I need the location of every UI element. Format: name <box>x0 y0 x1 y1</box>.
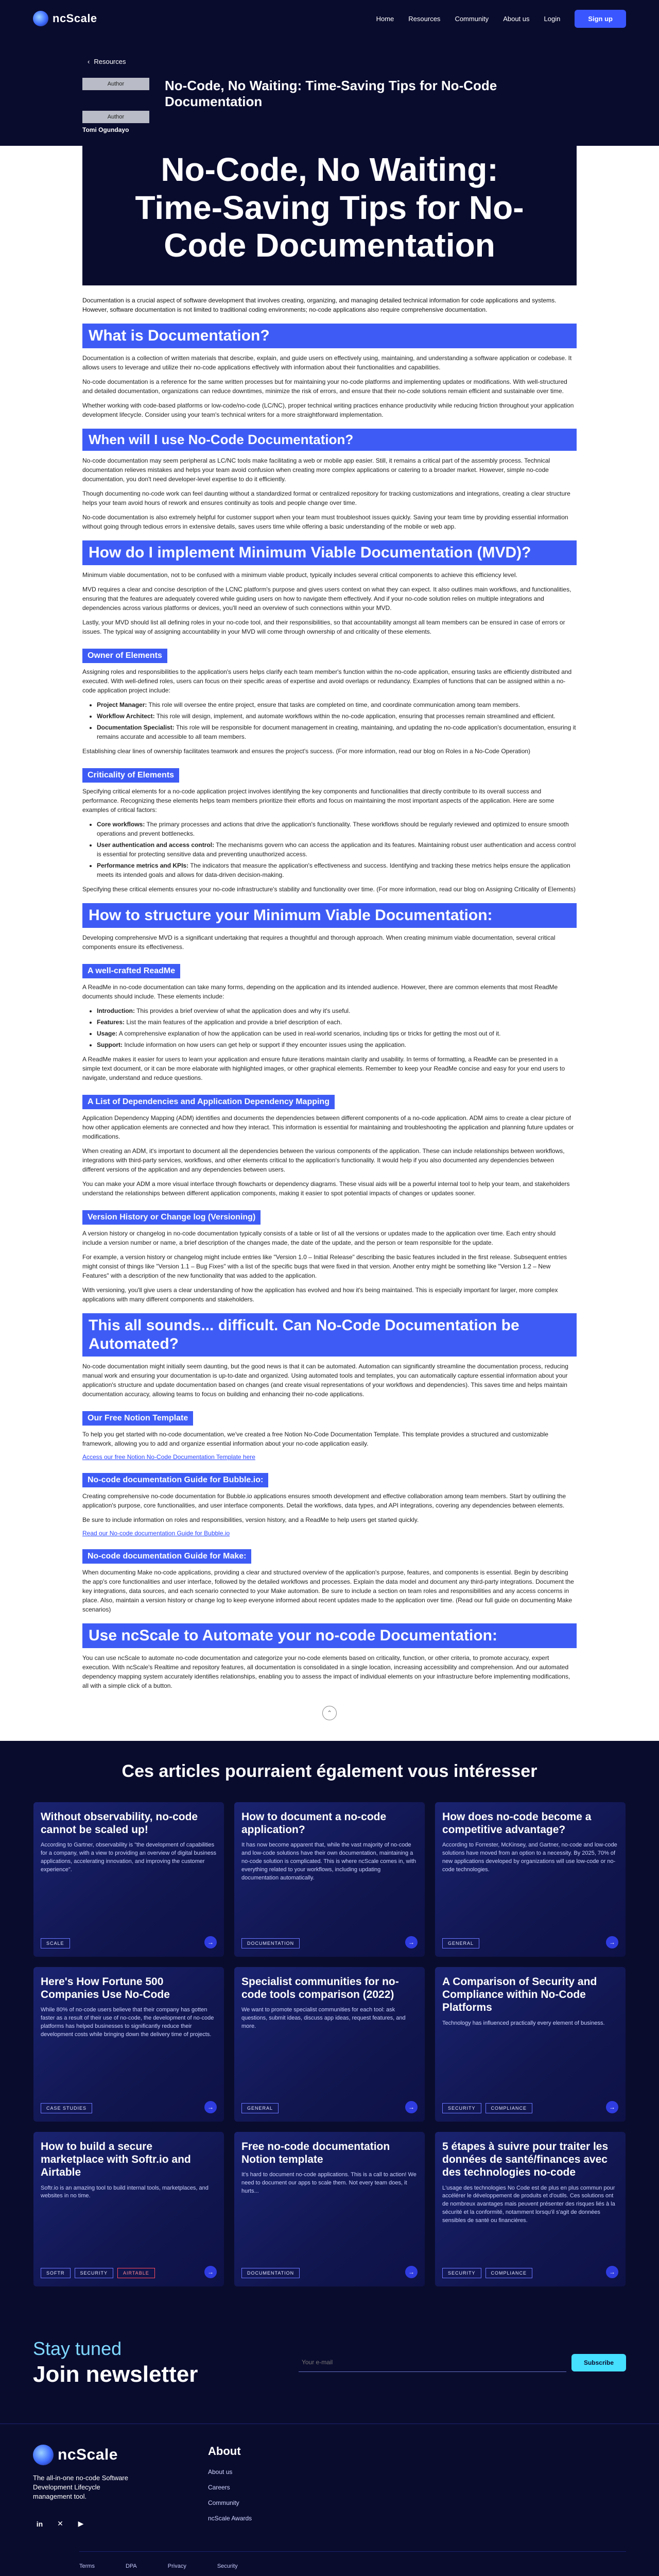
section-use-ncscale: Use ncScale to Automate your no-code Documentation: <box>82 1623 577 1648</box>
card-description: We want to promote specialist communities for each tool: ask questions, submit ideas, discuss app ideas, request features, and more. <box>241 2007 406 2030</box>
newsletter <box>0 2317 659 2424</box>
paragraph: Developing comprehensive MVD is a significant undertaking that requires a thoughtful and thorough approach. When creating minimum viable documentation, several critical components ensure its effectiveness. <box>82 934 556 951</box>
paragraph: Specifying critical elements for a no-code application project involves identifying the key components and functionalities that directly contribute to its overall success and performance. Recognizing these elements helps team members prioritize their efforts and focus on maintaining the most important aspects of the application. Here are some examples of critical factors: <box>82 787 554 814</box>
author-image-placeholder: Author <box>82 78 149 90</box>
back-link[interactable] <box>88 58 577 65</box>
paragraph: Creating comprehensive no-code documentation for Bubble.io applications ensures smooth development and effective collaboration among team members. Start by outlining the application's purpose, core functionalities, and user interface components. Detail the workflows, data types, and API integrations, covering any dependencies between elements. <box>82 1492 566 1509</box>
paragraph: Application Dependency Mapping (ADM) identifies and documents the dependencies between different components of a no-code application. ADM aims to create a clear picture of how other application elements are connected and how they interact. This information is essential for maintaining and troubleshooting the application and planning future updates or modifications. <box>82 1114 574 1140</box>
card-description: L'usage des technologies No Code est de plus en plus commun pour accélérer le développement de produits et d'outils. Ces solutions ont de nombreux avantages mais peuvent présenter des risques liés à la sécurité et la conformité, notamment lorsqu'il s'agit de données sensibles de santé ou financières. <box>442 2184 615 2224</box>
nav-about[interactable]: About us <box>503 14 530 23</box>
footer <box>0 2424 659 2576</box>
footer-tagline: The all-in-one no-code Software Development Lifecycle management tool. <box>33 2473 128 2501</box>
hero <box>0 37 659 146</box>
list-item: • Workflow Architect: This role will design, implement, and automate workflows within the no-code application, ensuring that processes remain streamlined and efficient. <box>97 711 577 721</box>
card-title: How to document a no-code application? <box>241 1810 387 1836</box>
subscribe-button[interactable]: Subscribe <box>571 2354 626 2371</box>
card-description: According to Gartner, observability is "the development of capabilities for a company, with a view to providing an overview of digital business applications, accelerating innovation, and improving the customer experience". <box>41 1842 216 1873</box>
nav-home[interactable]: Home <box>376 14 394 23</box>
paragraph: Minimum viable documentation, not to be confused with a minimum viable product, typically includes several critical components to achieve this efficiency level. <box>82 571 517 579</box>
intro-paragraph: Documentation is a crucial aspect of software development that involves creating, organizing, and managing detailed technical information for code applications and systems. However, software documentation is not limited to traditional coding environments; no-code applications also require comprehensive documentation. <box>82 296 557 313</box>
nav-community[interactable]: Community <box>455 14 489 23</box>
related-card[interactable] <box>33 1802 224 1957</box>
subheading-dependencies: A List of Dependencies and Application Dependency Mapping <box>82 1095 335 1109</box>
footer-legal <box>79 2551 626 2576</box>
card-tag[interactable]: COMPLIANCE <box>485 2103 533 2113</box>
scroll-top-icon[interactable]: ⌃ <box>322 1706 337 1720</box>
footer-about <box>208 2445 252 2531</box>
hero-title-small: No-Code, No Waiting: Time-Saving Tips for No-Code Documentation <box>165 78 497 110</box>
notion-template-link[interactable]: Access our free Notion No-Code Documentation Template here <box>82 1453 255 1461</box>
footer-logo[interactable] <box>33 2445 136 2465</box>
list-item: • Project Manager: This role will oversee the entire project, ensure that tasks are completed on time, and coordinate communication among team members. <box>97 700 577 709</box>
paragraph: Establishing clear lines of ownership facilitates teamwork and ensures the project's success. (For more information, read our blog on Roles in a No-Code Operation) <box>82 747 531 755</box>
paragraph: Whether working with code-based platforms or low-code/no-code (LC/NC), proper technical writing practices enhance productivity while reducing friction throughout your application development lifecycle. Consider using your team's technical writers for a more straightforward implementation. <box>82 401 574 418</box>
newsletter-form <box>299 2353 626 2372</box>
twitter-icon[interactable]: ✕ <box>57 2519 63 2528</box>
card-tag[interactable]: GENERAL <box>241 2103 279 2113</box>
criticality-list <box>97 820 577 879</box>
card-tag[interactable]: AIRTABLE <box>117 2268 155 2278</box>
paragraph: You can use ncScale to automate no-code documentation and categorize your no-code elements based on criticality, function, or other criteria, to promote accuracy, expert execution. With ncScale's Realtime and repository features, all documentation is consolidated in a single location, increasing accessibility and comprehension. And our automated dependency mapping system accurately identifies relationships, enabling you to assess the impact of individual elements on your infrastructure before implementing modifications, all with a simple click of a button. <box>82 1654 570 1689</box>
paragraph: No-code documentation is also extremely helpful for customer support when your team must troubleshoot issues quickly. Saving your team time by providing essential information without going through tedious errors in extensive details, saves users time while offering a basic understanding of the mobile or web app. <box>82 513 568 530</box>
arrow-right-icon[interactable]: → <box>204 2101 217 2113</box>
paragraph: Assigning roles and responsibilities to the application's users helps clarify each team member's function within the no-code application, ensuring tasks are efficiently distributed and executed. With well-defined roles, users can focus on their specific areas of expertise and avoid overlaps or redundancy. Examples of functions that can be assigned within a no-code application project include: <box>82 668 572 694</box>
subheading-versioning: Version History or Change log (Versioning) <box>82 1210 261 1225</box>
list-item: • Features: List the main features of the application and provide a brief description of each. <box>97 1018 577 1027</box>
related-card[interactable] <box>234 2132 425 2286</box>
list-item: • Documentation Specialist: This role will be responsible for document management in creating, maintaining, and updating the no-code application's documentation, ensuring it remains accurate and accessible to all team members. <box>97 723 577 741</box>
top-nav <box>0 0 659 37</box>
author-name: Tomi Ogundayo <box>82 126 129 133</box>
related-card[interactable] <box>234 1802 425 1957</box>
paragraph: Specifying these critical elements ensures your no-code infrastructure's stability and functionality over time. (For more information, read our blog on Assigning Criticality of Elements) <box>82 885 576 893</box>
nav-login[interactable]: Login <box>544 14 561 23</box>
footer-about-title: About <box>208 2444 241 2458</box>
paragraph: MVD requires a clear and concise description of the LCNC platform's purpose and gives users context on what they can expect. It also outlines main workflows, and functionalities, ensuring that the features are adequately covered while guiding users on how to navigate them effectively. And if your no-code solution relies on multiple integrations and dependencies across various platforms or devices, you'll need an overview of such connections within your MVD. <box>82 585 571 612</box>
signup-button[interactable]: Sign up <box>575 10 626 28</box>
subheading-owner: Owner of Elements <box>82 649 167 663</box>
card-description: It has now become apparent that, while the vast majority of no-code and low-code solutions have their own documentation, maintaining a no-code solution is complicated. This is where ncScale comes in, with everything related to your workflows, including updating documentation automatically. <box>241 1842 417 1882</box>
card-title: A Comparison of Security and Compliance within No-Code Platforms <box>442 1975 597 2014</box>
author-block <box>82 78 149 133</box>
nav-resources[interactable]: Resources <box>408 14 441 23</box>
card-description: Softr.io is an amazing tool to build internal tools, marketplaces, and websites in no time. <box>41 2184 209 2199</box>
subheading-criticality: Criticality of Elements <box>82 768 179 783</box>
paragraph: For example, a version history or changelog might include entries like "Version 1.0 – Initial Release" describing the basic features included in the first release. Subsequent entries might consist of things like "Version 1.1 – Bug Fixes" with a list of the specific bugs that were fixed in that version. Another entry might be something like "Version 1.2 – New Features" with a description of the new functionality that was added to the application. <box>82 1253 567 1279</box>
arrow-right-icon[interactable]: → <box>606 2266 618 2278</box>
related-card[interactable] <box>33 1967 224 2122</box>
card-description: While 80% of no-code users believe that their company has gotten faster as a result of their use of no-code, the development of no-code platforms has helped businesses to significantly reduce their development costs while bringing down the delivery time of projects. <box>41 2007 214 2038</box>
paragraph: A ReadMe in no-code documentation can take many forms, depending on the application and its intended audience. However, there are common elements that most ReadMe documents should include. These elements include: <box>82 983 558 1000</box>
card-tag[interactable]: DOCUMENTATION <box>241 1938 300 1948</box>
list-item: • Usage: A comprehensive explanation of how the application can be used in real-world scenarios, including tips or tricks for getting the most out of it. <box>97 1029 577 1038</box>
paragraph: Lastly, your MVD should list all defining roles in your no-code tool, and their responsibilities, so that accountability amongst all team members can be ensured in case of errors or issues. The typical way of assigning accountability in your MVD will come through ownership of and criticality of these elements. <box>82 618 565 635</box>
card-tag[interactable]: SECURITY <box>75 2268 114 2278</box>
youtube-icon[interactable]: ▶ <box>78 2519 84 2528</box>
linkedin-icon[interactable]: in <box>36 2519 43 2528</box>
paragraph: A ReadMe makes it easier for users to learn your application and ensure future iterations maintain clarity and usability. In terms of formatting, a ReadMe can be presented in a simple text document, or it can be more elaborate with highlighted images, or other graphical elements. Remember to keep your ReadMe concise and easy for your end users to navigate, understand and reduce questions. <box>82 1055 565 1081</box>
card-description: According to Forrester, McKinsey, and Gartner, no-code and low-code solutions have moved from an option to a necessity. By 2025, 70% of new applications developed by organizations will use low-code or no-code technologies. <box>442 1842 617 1873</box>
back-label: Resources <box>94 58 126 65</box>
card-tag[interactable]: COMPLIANCE <box>485 2268 533 2278</box>
section-implement-mvd: How do I implement Minimum Viable Documentation (MVD)? <box>82 540 577 565</box>
subheading-make: No-code documentation Guide for Make: <box>82 1549 251 1564</box>
email-field[interactable] <box>299 2353 566 2372</box>
card-tag[interactable]: SOFTR <box>41 2268 71 2278</box>
article <box>0 146 659 1741</box>
footer-link-community[interactable]: Community <box>208 2499 239 2506</box>
author-avatar-placeholder: Author <box>82 111 149 123</box>
subheading-notion-template: Our Free Notion Template <box>82 1411 193 1426</box>
list-item: • Core workflows: The primary processes and actions that drive the application's functionality. These workflows should be regularly reviewed and optimized to ensure smooth operations and prevent bottlenecks. <box>97 820 577 838</box>
section-what-is-documentation: What is Documentation? <box>82 324 577 348</box>
card-title: Without observability, no-code cannot be scaled up! <box>41 1810 198 1836</box>
paragraph: No-code documentation is a reference for the same written processes but for maintaining your no-code platforms and implementing updates or modifications. With well-structured and detailed documentation, organizations can reduce downtimes, minimize the risk of errors, and ensure that their no-code solutions remain efficient and sustainable over time. <box>82 378 567 395</box>
readme-list <box>97 1006 577 1049</box>
logo-mark-icon <box>33 11 48 26</box>
paragraph: To help you get started with no-code documentation, we've created a free Notion No-Code Documentation Template. This template provides a structured and customizable framework, allowing you to add and organize essential information about your no-code application easily. <box>82 1430 549 1447</box>
subheading-bubble: No-code documentation Guide for Bubble.io: <box>82 1473 268 1487</box>
section-when-use: When will I use No-Code Documentation? <box>82 429 577 451</box>
paragraph: Be sure to include information on roles and responsibilities, version history, and a ReadMe to help users get started quickly. <box>82 1516 419 1523</box>
related-cards <box>33 1802 626 2286</box>
paragraph: When creating an ADM, it's important to document all the dependencies between the various components of the application. These can include relationships between workflows, integrations with third-party services, workflows, and other elements critical to the application's functionality. It would help if you also documented any dependencies between different versions of the application and any dependencies between users. <box>82 1147 565 1173</box>
section-structure-mvd: How to structure your Minimum Viable Documentation: <box>82 903 577 928</box>
card-title: How to build a secure marketplace with Softr.io and Airtable <box>41 2140 191 2179</box>
list-item: • Support: Include information on how users can get help or support if they encounter issues using the application. <box>97 1040 577 1049</box>
section-automated: This all sounds... difficult. Can No-Code Documentation be Automated? <box>82 1313 577 1357</box>
footer-link-privacy[interactable]: Privacy <box>167 2563 186 2569</box>
arrow-right-icon[interactable]: → <box>405 2101 418 2113</box>
card-tag[interactable]: SECURITY <box>442 2268 481 2278</box>
owner-list <box>97 700 577 741</box>
related-articles <box>0 1741 659 2317</box>
arrow-right-icon[interactable]: → <box>405 1936 418 1948</box>
paragraph: No-code documentation might initially seem daunting, but the good news is that it can be automated. Automation can significantly streamline the documentation process, reducing manual work and ensuring your documentation is up-to-date and organized. Using automated tools and templates, you can automatically capture essential information about your application's structure and update documentation based on changes (and create visual representations of your workflows and dependencies). This saves time and helps maintain documentation accuracy, allowing teams to focus on building and enhancing their no-code applications. <box>82 1362 568 1398</box>
related-title: Ces articles pourraient également vous intéresser <box>122 1761 537 1781</box>
card-title: Free no-code documentation Notion template <box>241 2140 390 2166</box>
footer-link-terms[interactable]: Terms <box>79 2563 95 2569</box>
list-item: • User authentication and access control: The mechanisms govern who can access the application and its features. Maintaining robust user authentication and access control is essential for protecting sensitive data and preventing unauthorized access. <box>97 840 577 859</box>
footer-brand-name: ncScale <box>58 2446 118 2463</box>
card-title: Specialist communities for no-code tools comparison (2022) <box>241 1975 399 2001</box>
card-tag[interactable]: DOCUMENTATION <box>241 2268 300 2278</box>
related-card[interactable] <box>234 1967 425 2122</box>
list-item: • Performance metrics and KPIs: The indicators that measure the application's effectiveness and success. Identifying and tracking these metrics helps ensure the application meets its intended goals and allows for data-driven decision-making. <box>97 861 577 879</box>
card-tag[interactable]: SCALE <box>41 1938 70 1948</box>
paragraph: When documenting Make no-code applications, providing a clear and structured overview of the application's purpose, features, and components is essential. Begin by describing the app's core functionalities and user interface, followed by the detailed workflows and processes. Explain the data model and document any third-party integrations. Document the key integrations, data sources, and each scenario connected to your Make automation. Be sure to include a section on team roles and responsibilities and any access concerns in place. Also, maintain a version history or change log to keep everyone informed about recent updates made to the application over time. (Read our full guide on documenting Make scenarios) <box>82 1568 574 1613</box>
paragraph: You can make your ADM a more visual interface through flowcharts or dependency diagrams. These visual aids will be a powerful internal tool to help your team, and stakeholders understand the relationships between different application components, making it easier to spot potential impacts of changes or updates sooner. <box>82 1180 570 1197</box>
card-title: Here's How Fortune 500 Companies Use No-Code <box>41 1975 170 2001</box>
card-title: How does no-code become a competitive advantage? <box>442 1810 592 1836</box>
arrow-right-icon[interactable]: → <box>606 1936 618 1948</box>
arrow-right-icon[interactable]: → <box>204 1936 217 1948</box>
card-tag[interactable]: SECURITY <box>442 2103 481 2113</box>
footer-link-awards[interactable]: ncScale Awards <box>208 2514 252 2522</box>
paragraph: A version history or changelog in no-code documentation typically consists of a table or list of all the versions or updates made to the application over time. Each entry should include a version number or name, a brief description of the changes made, the date of the update, and the person or team responsible for the update. <box>82 1229 556 1246</box>
card-tag[interactable]: CASE STUDIES <box>41 2103 92 2113</box>
bubble-guide-link[interactable]: Read our No-code documentation Guide for Bubble.io <box>82 1529 230 1537</box>
list-item: • Introduction: This provides a brief overview of what the application does and why it's useful. <box>97 1006 577 1015</box>
subheading-readme: A well-crafted ReadMe <box>82 964 180 978</box>
card-tag[interactable]: GENERAL <box>442 1938 479 1948</box>
paragraph: With versioning, you'll give users a clear understanding of how the application has evolved and how it's being maintained. This is especially important for larger, more complex applications with many different components and stakeholders. <box>82 1286 558 1303</box>
newsletter-title: Join newsletter <box>33 2361 198 2387</box>
footer-brand <box>33 2445 136 2531</box>
paragraph: Though documenting no-code work can feel daunting without a standardized format or centralized repository for tracking customizations and integrations, creating a clear structure helps your team avoid hours of rework and ensures continuity as tools and people change over time. <box>82 489 570 506</box>
brand-name: ncScale <box>53 12 97 25</box>
arrow-right-icon[interactable]: → <box>204 2266 217 2278</box>
logo-mark-icon <box>33 2445 54 2465</box>
footer-link-security[interactable]: Security <box>217 2563 238 2569</box>
newsletter-kicker: Stay tuned <box>33 2337 122 2359</box>
related-card[interactable] <box>435 1967 626 2122</box>
logo[interactable] <box>33 11 97 26</box>
footer-link-dpa[interactable]: DPA <box>125 2563 137 2569</box>
article-title: No-Code, No Waiting: Time-Saving Tips for No-Code Documentation <box>82 146 577 285</box>
paragraph: Documentation is a collection of written materials that describe, explain, and guide users on effectively using, maintaining, and understanding a software application or codebase. It allows users to leverage and utilize their no-code applications effectively with information about their functionalities and capabilities. <box>82 354 572 371</box>
footer-link-about-us[interactable]: About us <box>208 2468 233 2476</box>
nav-links <box>376 10 626 28</box>
footer-link-careers[interactable]: Careers <box>208 2483 230 2491</box>
related-card[interactable] <box>435 1802 626 1957</box>
card-description: Technology has influenced practically every element of business. <box>442 2020 605 2026</box>
card-description: It's hard to document no-code applications. This is a call to action! We need to document our apps to scale them. Not every team does, it hurts... <box>241 2172 417 2195</box>
related-card[interactable] <box>435 2132 626 2286</box>
social-links <box>33 2517 136 2531</box>
arrow-right-icon[interactable]: → <box>606 2101 618 2113</box>
related-card[interactable] <box>33 2132 224 2286</box>
card-title: 5 étapes à suivre pour traiter les données de santé/finances avec des technologies no-code <box>442 2140 609 2179</box>
chevron-left-icon: ‹ <box>88 58 90 65</box>
paragraph: No-code documentation may seem peripheral as LC/NC tools make facilitating a web or mobile app easier. Still, it remains a critical part of the assembly process. Technical documentation relieves mistakes and helps your team avoid confusion when creating more complex applications or catering to a broader market. However, simple no-code documentation, you don't need developer-level expertise to do it efficiently. <box>82 456 550 483</box>
arrow-right-icon[interactable]: → <box>405 2266 418 2278</box>
